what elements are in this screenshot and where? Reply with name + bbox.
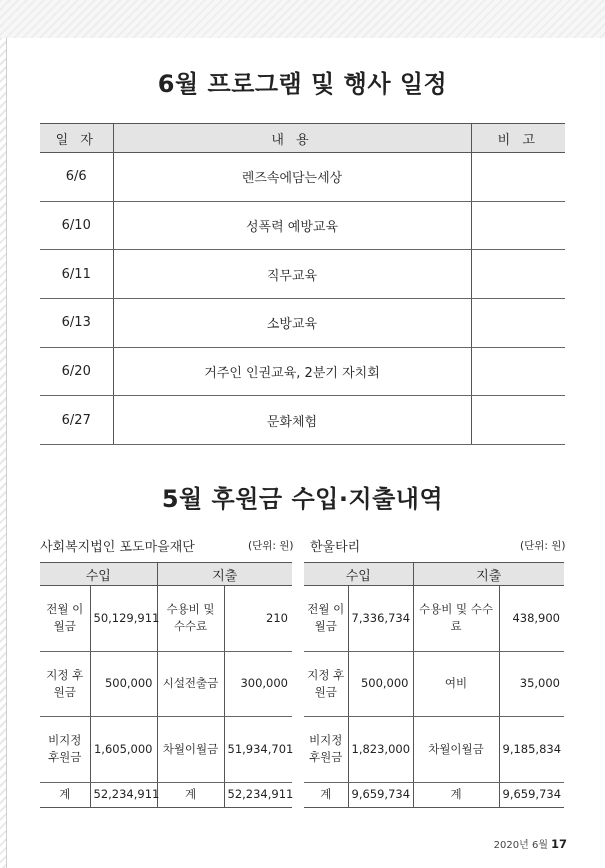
- table-row: [40, 347, 565, 396]
- expense-total-value: 52,234,911: [224, 782, 292, 807]
- income-value: 1,823,000: [348, 717, 413, 783]
- income-label: 비지정 후원금: [40, 717, 90, 783]
- income-total-value: 52,234,911: [90, 782, 157, 807]
- income-total-label: 계: [304, 782, 348, 807]
- income-label: 전월 이월금: [40, 586, 90, 652]
- schedule-title: 6월 프로그램 및 행사 일정: [157, 70, 448, 98]
- income-total-value: 9,659,734: [348, 782, 413, 807]
- table-row: [40, 201, 565, 250]
- row-note: [471, 396, 565, 445]
- expense-value: 35,000: [499, 651, 564, 717]
- total-row: [40, 782, 292, 807]
- income-label: 비지정 후원금: [304, 717, 348, 783]
- header-content: 내 용: [113, 124, 471, 153]
- expense-label: 수용비 및 수수료: [157, 586, 224, 652]
- table-row: [40, 717, 292, 783]
- row-note: [471, 201, 565, 250]
- row-date: 6/13: [40, 299, 113, 348]
- row-content: 소방교육: [113, 299, 471, 348]
- expense-total-label: 계: [157, 782, 224, 807]
- table-row: [40, 396, 565, 445]
- donation-header-row: [40, 563, 292, 586]
- total-row: [304, 782, 564, 807]
- expense-header: 지출: [413, 563, 564, 586]
- page-number: 17: [550, 837, 567, 851]
- income-value: 1,605,000: [90, 717, 157, 783]
- expense-header: 지출: [157, 563, 292, 586]
- row-date: 6/20: [40, 347, 113, 396]
- row-note: [471, 299, 565, 348]
- income-value: 500,000: [90, 651, 157, 717]
- top-decorative-band: [0, 0, 605, 38]
- expense-total-value: 9,659,734: [499, 782, 564, 807]
- org-name-podo: 사회복지법인 포도마을재단: [40, 540, 195, 555]
- table-row: [304, 717, 564, 783]
- table-row: [40, 586, 292, 652]
- income-label: 전월 이월금: [304, 586, 348, 652]
- expense-label: 여비: [413, 651, 499, 717]
- table-row: [304, 651, 564, 717]
- table-row: [304, 586, 564, 652]
- table-row: [40, 250, 565, 299]
- expense-value: 9,185,834: [499, 717, 564, 783]
- header-date: 일 자: [40, 124, 113, 153]
- expense-value: 210: [224, 586, 292, 652]
- row-date: 6/6: [40, 153, 113, 202]
- schedule-table: [40, 123, 565, 445]
- income-value: 7,336,734: [348, 586, 413, 652]
- row-content: 직무교육: [113, 250, 471, 299]
- unit-label-podo: (단위: 원): [248, 540, 294, 552]
- row-note: [471, 153, 565, 202]
- donation-header-row: [304, 563, 564, 586]
- row-content: 성폭력 예방교육: [113, 201, 471, 250]
- donation-table-podo: [40, 562, 292, 808]
- row-content: 거주인 인권교육, 2분기 자치회: [113, 347, 471, 396]
- expense-value: 300,000: [224, 651, 292, 717]
- table-row: [40, 299, 565, 348]
- page-footer: [494, 836, 567, 851]
- table-row: [40, 153, 565, 202]
- header-note: 비 고: [471, 124, 565, 153]
- income-header: 수입: [40, 563, 157, 586]
- expense-value: 51,934,701: [224, 717, 292, 783]
- schedule-header-row: [40, 124, 565, 153]
- row-date: 6/10: [40, 201, 113, 250]
- row-note: [471, 250, 565, 299]
- expense-label: 수용비 및 수수료: [413, 586, 499, 652]
- income-value: 500,000: [348, 651, 413, 717]
- donation-table-hanultari: [304, 562, 564, 808]
- footer-date: 2020년 6월: [493, 840, 548, 851]
- donation-title: 5월 후원금 수입·지출내역: [161, 485, 444, 513]
- unit-label-hanultari: (단위: 원): [520, 540, 566, 552]
- row-content: 렌즈속에담는세상: [113, 153, 471, 202]
- income-label: 지정 후원금: [304, 651, 348, 717]
- expense-label: 시설전출금: [157, 651, 224, 717]
- income-label: 지정 후원금: [40, 651, 90, 717]
- row-date: 6/11: [40, 250, 113, 299]
- table-row: [40, 651, 292, 717]
- expense-value: 438,900: [499, 586, 564, 652]
- expense-label: 차월이월금: [157, 717, 224, 783]
- income-value: 50,129,911: [90, 586, 157, 652]
- row-note: [471, 347, 565, 396]
- income-header: 수입: [304, 563, 413, 586]
- row-date: 6/27: [40, 396, 113, 445]
- expense-total-label: 계: [413, 782, 499, 807]
- org-name-hanultari: 한울타리: [310, 540, 361, 555]
- income-total-label: 계: [40, 782, 90, 807]
- expense-label: 차월이월금: [413, 717, 499, 783]
- row-content: 문화체험: [113, 396, 471, 445]
